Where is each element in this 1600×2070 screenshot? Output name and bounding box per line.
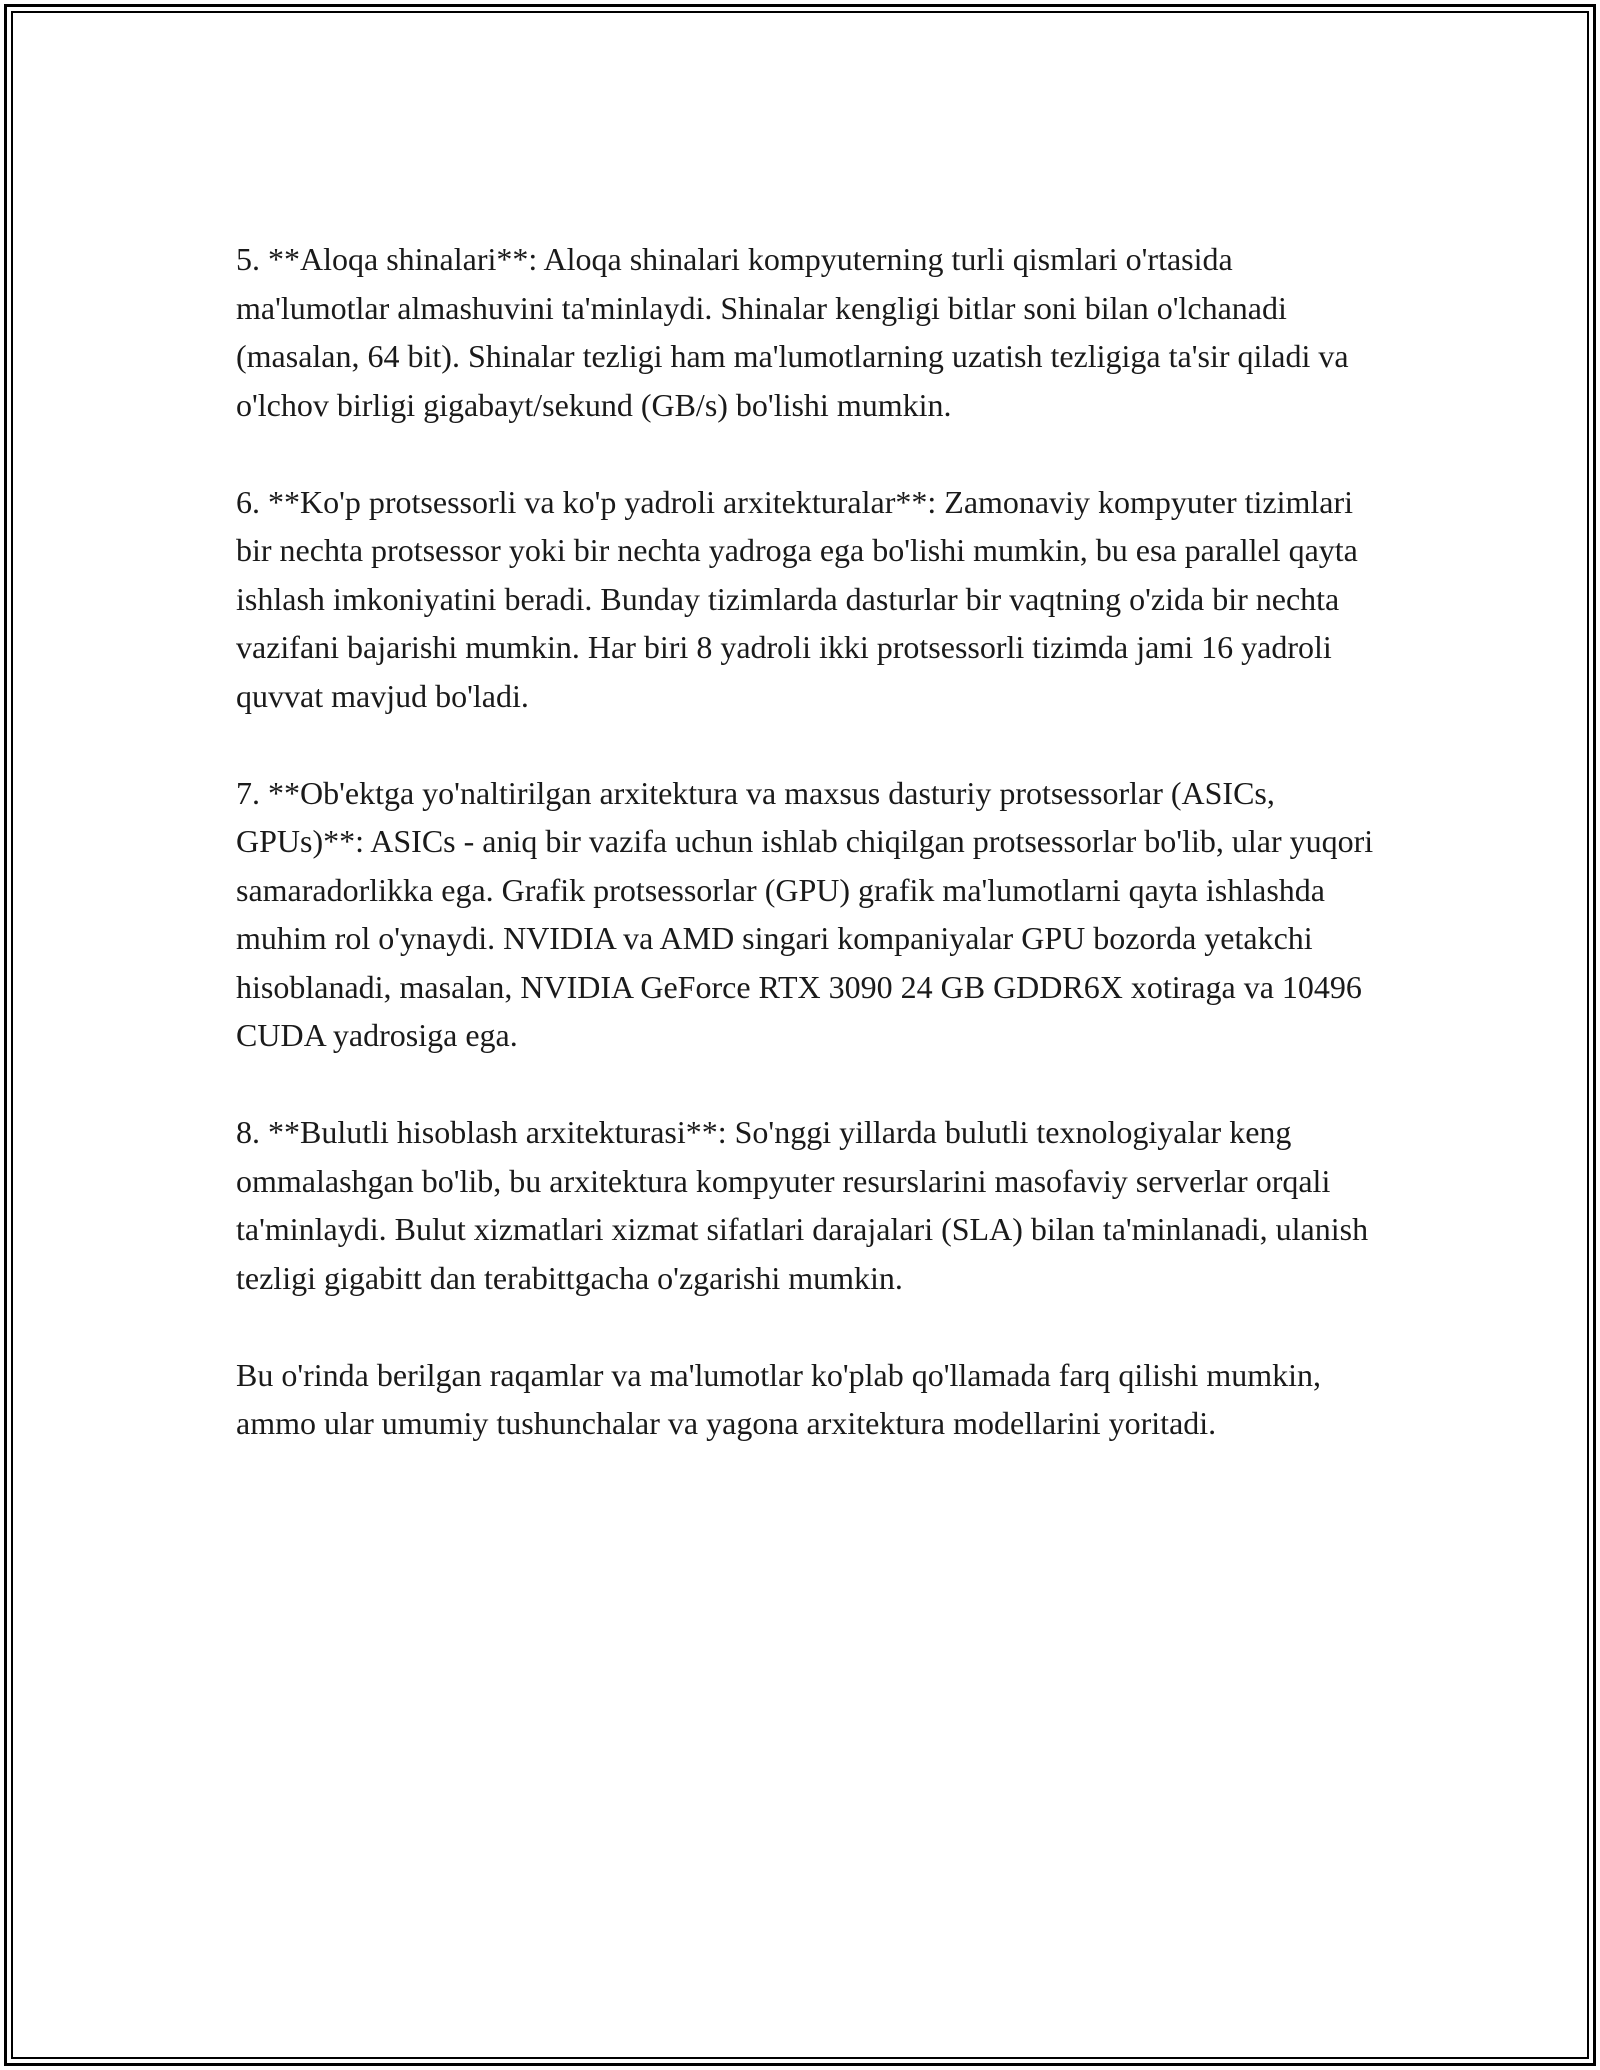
- paragraph-specialized-processors: 7. **Ob'ektga yo'naltirilgan arxitektura va maxsus dasturiy protsessorlar (ASICs, GPUs)**: ASICs - aniq bir vazifa uchun ishlab chiqilgan protsessorlar bo'lib, ular yuqori samaradorlikka ega. Grafik protsessorlar (GPU) grafik ma'lumotlarni qayta ishlashda muhim rol o'ynaydi. NVIDIA va AMD singari kompaniyalar GPU bozorda yetakchi hisoblanadi, masalan, NVIDIA GeForce RTX 3090 24 GB GDDR6X xotiraga va 10496 CUDA yadrosiga ega.: [236, 774, 1374, 1053]
- document-body: [236, 235, 1376, 1496]
- paragraph-cloud: 8. **Bulutli hisoblash arxitekturasi**: So'nggi yillarda bulutli texnologiyalar keng ommalashgan bo'lib, bu arxitektura kompyuter resurslarini masofaviy serverlar orqali ta'minlaydi. Bulut xizmatlari xizmat sifatlari darajalari (SLA) bilan ta'minlanadi, ulanish tezligi gigabitt dan terabittgacha o'zgarishi mumkin.: [236, 1114, 1369, 1296]
- paragraph-conclusion: Bu o'rinda berilgan raqamlar va ma'lumotlar ko'plab qo'llamada farq qilishi mumkin, ammo ular umumiy tushunchalar va yagona arxitektura modellarini yoritadi.: [236, 1356, 1321, 1441]
- paragraph-multicore: 6. **Ko'p protsessorli va ko'p yadroli arxitekturalar**: Zamonaviy kompyuter tizimlari bir nechta protsessor yoki bir nechta yadroga ega bo'lishi mumkin, bu esa parallel qayta ishlash imkoniyatini beradi. Bunday tizimlarda dasturlar bir vaqtning o'zida bir nechta vazifani bajarishi mumkin. Har biri 8 yadroli ikki protsessorli tizimda jami 16 yadroli quvvat mavjud bo'ladi.: [236, 483, 1358, 714]
- paragraph-bus: 5. **Aloqa shinalari**: Aloqa shinalari kompyuterning turli qismlari o'rtasida ma'lumotlar almashuvini ta'minlaydi. Shinalar kengligi bitlar soni bilan o'lchanadi (masalan, 64 bit). Shinalar tezligi ham ma'lumotlarning uzatish tezligiga ta'sir qiladi va o'lchov birligi gigabayt/sekund (GB/s) bo'lishi mumkin.: [236, 241, 1349, 423]
